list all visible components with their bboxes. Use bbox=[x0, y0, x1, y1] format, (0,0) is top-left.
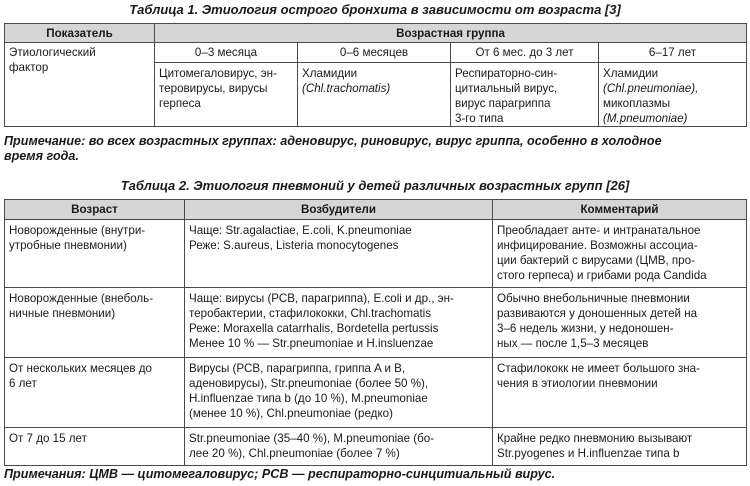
t1-row-label bbox=[5, 43, 155, 127]
t1-factor-line: Хламидии bbox=[302, 67, 358, 80]
t2-age-cell bbox=[5, 288, 185, 358]
t2-pathogens-cell bbox=[185, 358, 493, 428]
t2-pathogens-line: Реже: Moraxella catarrhalis, Bordetella pertussis bbox=[189, 322, 439, 335]
t2-comment-line: 3–6 недель жизни, у недоношен- bbox=[497, 322, 674, 335]
t2-comment-line: развиваются у доношенных детей на bbox=[497, 307, 698, 320]
t2-age-cell bbox=[5, 220, 185, 288]
table2 bbox=[4, 199, 747, 466]
t2-row bbox=[5, 428, 747, 466]
t1-age-group: 0–6 месяцев bbox=[298, 43, 451, 63]
t2-comment-cell bbox=[493, 288, 747, 358]
t2-comment-line: Стафилококк не имеет большого зна- bbox=[497, 362, 700, 375]
t2-pathogens-line: Вирусы (РСВ, парагриппа, гриппа A и B, bbox=[189, 362, 406, 375]
t2-age-line: От 7 до 15 лет bbox=[9, 432, 87, 445]
t2-comment-line: стого герпеса) и грибами рода Candida bbox=[497, 269, 707, 282]
t1-factor-line: (Chl.pneumoniae), bbox=[603, 82, 699, 95]
t2-comment-line: Str.pyogenes и H.influenzae типа b bbox=[497, 447, 680, 460]
t1-age-group: 6–17 лет bbox=[599, 43, 747, 63]
t1-factor-line: микоплазмы bbox=[603, 97, 671, 110]
t2-pathogens-cell bbox=[185, 288, 493, 358]
t1-factor-line: (M.pneumoniae) bbox=[603, 112, 688, 125]
table1-note-line: время года. bbox=[4, 149, 79, 163]
t2-comment-line: Обычно внебольничные пневмонии bbox=[497, 292, 690, 305]
t1-factor-line: герпеса bbox=[159, 97, 201, 110]
t2-header-age: Возраст bbox=[5, 200, 185, 220]
t2-pathogens-line: лее 20 %), Chl.pneumoniae (более 7 %) bbox=[189, 447, 400, 460]
t1-factor-cell bbox=[298, 63, 451, 127]
t1-row-label-line: Этиологический bbox=[9, 46, 96, 59]
t2-comment-line: инфицирование. Возможны ассоциа- bbox=[497, 239, 698, 252]
t1-factor-line: теровирусы, вирусы bbox=[159, 82, 268, 95]
t2-comment-line: ции бактерий с вирусами (ЦМВ, про- bbox=[497, 254, 695, 267]
t2-age-line: ничные пневмонии) bbox=[9, 307, 116, 320]
t1-factor-line: Хламидии bbox=[603, 67, 659, 80]
t2-comment-cell bbox=[493, 428, 747, 466]
t2-pathogens-line: Чаще: вирусы (РСВ, парагриппа), E.coli и др., эн- bbox=[189, 292, 454, 305]
t1-factor-line: Цитомегаловирус, эн- bbox=[159, 67, 277, 80]
t2-age-cell bbox=[5, 428, 185, 466]
t2-age-line: утробные пневмонии) bbox=[9, 239, 127, 252]
t2-pathogens-line: Чаще: Str.agalactiae, E.coli, K.pneumoniae bbox=[189, 224, 412, 237]
t2-pathogens-line: теробактерии, стафилококки, Chl.trachomatis bbox=[189, 307, 432, 320]
t2-header-pathogens: Возбудители bbox=[185, 200, 493, 220]
t2-comment-line: Преобладает анте- и интранатальное bbox=[497, 224, 701, 237]
t2-age-cell bbox=[5, 358, 185, 428]
t2-comment-line: ных — после 1,5–3 месяцев bbox=[497, 337, 649, 350]
t1-factor-line: вирус парагриппа bbox=[455, 97, 551, 110]
t2-age-line: Новорожденные (внутри- bbox=[9, 224, 146, 237]
t1-header-indicator: Показатель bbox=[5, 24, 155, 43]
t1-factor-cell bbox=[155, 63, 298, 127]
t1-age-group: От 6 мес. до 3 лет bbox=[451, 43, 599, 63]
t2-row bbox=[5, 220, 747, 288]
t2-pathogens-line: Менее 10 % — Str.pneumoniae и H.insluenzae bbox=[189, 337, 434, 350]
t1-row-label-line: фактор bbox=[9, 61, 49, 74]
table1-note bbox=[4, 134, 746, 164]
t2-comment-line: Крайне редко пневмонию вызывают bbox=[497, 432, 693, 445]
t2-pathogens-line: H.influenzae типа b (до 10 %), M.pneumoniae bbox=[189, 392, 428, 405]
t1-age-group: 0–3 месяца bbox=[155, 43, 298, 63]
t2-header-comment: Комментарий bbox=[493, 200, 747, 220]
t2-pathogens-line: Str.pneumoniae (35–40 %), M.pneumoniae (бо- bbox=[189, 432, 435, 445]
t2-age-line: От нескольких месяцев до bbox=[9, 362, 153, 375]
t1-factor-line: 3-го типа bbox=[455, 112, 504, 125]
t1-factor-line: (Chl.trachomatis) bbox=[302, 82, 391, 95]
t1-factor-line: цитиальный вирус, bbox=[455, 82, 558, 95]
t1-factor-line: Респираторно-син- bbox=[455, 67, 558, 80]
table2-caption: Таблица 2. Этиология пневмоний у детей различных возрастных групп [26] bbox=[120, 178, 630, 193]
t2-row bbox=[5, 358, 747, 428]
t2-pathogens-line: аденовирусы), Str.pneumoniae (более 50 %), bbox=[189, 377, 429, 390]
t2-comment-cell bbox=[493, 358, 747, 428]
t1-factor-cell bbox=[599, 63, 747, 127]
table1-caption: Таблица 1. Этиология острого бронхита в зависимости от возраста [3] bbox=[129, 2, 621, 17]
t2-pathogens-line: (менее 10 %), Chl.pneumoniae (редко) bbox=[189, 407, 393, 420]
t2-pathogens-cell bbox=[185, 428, 493, 466]
t2-age-line: Новорожденные (внеболь- bbox=[9, 292, 154, 305]
t2-pathogens-line: Реже: S.aureus, Listeria monocytogenes bbox=[189, 239, 399, 252]
t1-header-age-group: Возрастная группа bbox=[155, 24, 747, 43]
table2-note: Примечания: ЦМВ — цитомегаловирус; РСВ — респираторно-синцитиальный вирус. bbox=[4, 467, 556, 481]
t1-factor-cell bbox=[451, 63, 599, 127]
table1-note-line: Примечание: во всех возрастных группах: аденовирус, риновирус, вирус гриппа, особенно в холодное bbox=[4, 134, 662, 148]
t2-pathogens-cell bbox=[185, 220, 493, 288]
t2-comment-cell bbox=[493, 220, 747, 288]
table1 bbox=[4, 23, 747, 127]
t2-row bbox=[5, 288, 747, 358]
t2-comment-line: чения в этиологии пневмонии bbox=[497, 377, 658, 390]
t2-age-line: 6 лет bbox=[9, 377, 37, 390]
